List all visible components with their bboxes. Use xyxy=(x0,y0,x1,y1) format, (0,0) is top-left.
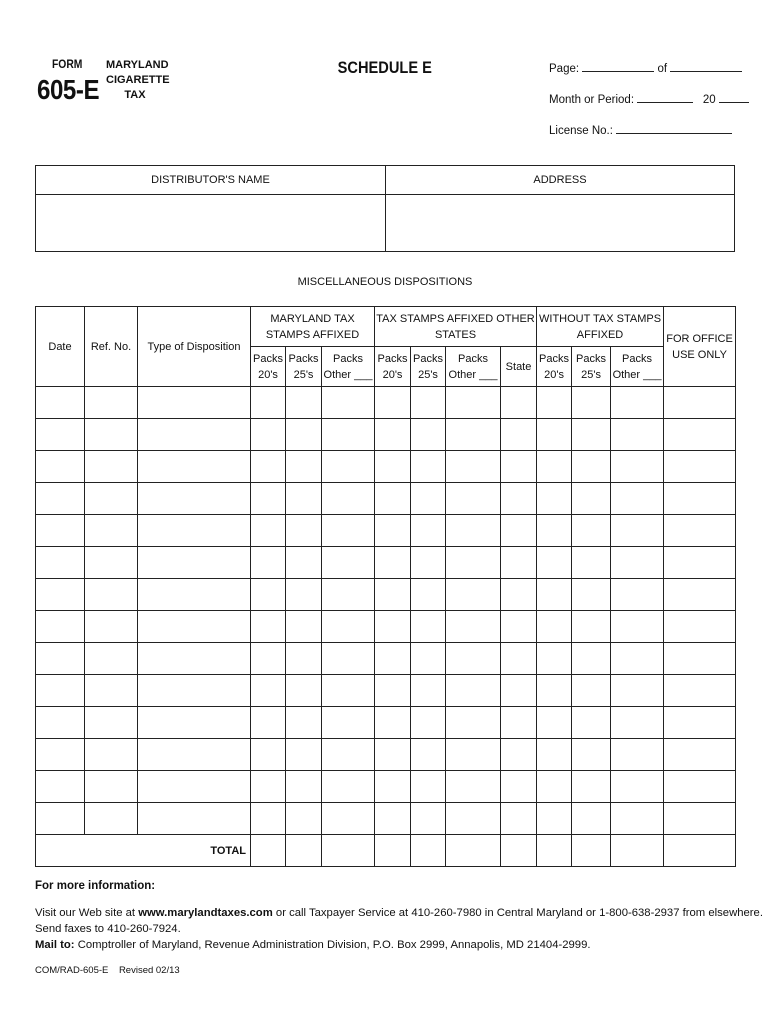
md-packs-other-cell[interactable] xyxy=(322,451,375,483)
os-packs-25-cell[interactable] xyxy=(411,515,446,547)
md-packs-20-cell[interactable] xyxy=(251,771,286,803)
form-label: FORM xyxy=(52,57,83,71)
ws-packs-other-cell[interactable] xyxy=(611,803,664,835)
state-cell[interactable] xyxy=(501,675,537,707)
state-title-line: MARYLAND xyxy=(106,59,169,71)
os-packs-other-cell[interactable] xyxy=(446,483,501,515)
month-label: Month or Period: xyxy=(549,94,635,106)
md-packs-20-cell[interactable] xyxy=(251,643,286,675)
table-row xyxy=(36,515,736,547)
os-packs-other-cell[interactable] xyxy=(446,739,501,771)
md-packs-20-cell[interactable] xyxy=(251,451,286,483)
ws-packs-20-cell[interactable] xyxy=(537,675,572,707)
table-row xyxy=(36,579,736,611)
date-cell[interactable] xyxy=(36,515,85,547)
page-number-input[interactable] xyxy=(582,60,654,72)
md-packs-25-cell[interactable] xyxy=(286,803,322,835)
os-packs-other-cell[interactable] xyxy=(446,803,501,835)
distributor-table xyxy=(35,165,735,252)
os-packs-25-cell[interactable] xyxy=(411,675,446,707)
date-cell[interactable] xyxy=(36,611,85,643)
md-packs-25-cell[interactable] xyxy=(286,643,322,675)
os-packs-other-cell[interactable] xyxy=(446,547,501,579)
ws-packs-20-cell[interactable] xyxy=(537,387,572,419)
type-cell[interactable] xyxy=(138,387,251,419)
table-row xyxy=(36,547,736,579)
ws-packs-25-cell[interactable] xyxy=(572,483,611,515)
os-packs-25-cell[interactable] xyxy=(411,803,446,835)
mail-address: Comptroller of Maryland, Revenue Administration Division, P.O. Box 2999, Annapolis, MD 21404-2999. xyxy=(77,939,591,951)
os-packs-25-cell[interactable] xyxy=(411,771,446,803)
date-cell[interactable] xyxy=(36,739,85,771)
os-packs-20-cell[interactable] xyxy=(375,707,411,739)
date-cell[interactable] xyxy=(36,707,85,739)
date-cell[interactable] xyxy=(36,803,85,835)
date-cell[interactable] xyxy=(36,675,85,707)
total-cell[interactable] xyxy=(446,835,501,867)
ws-packs-20-cell[interactable] xyxy=(537,739,572,771)
total-row xyxy=(36,835,736,867)
type-cell[interactable] xyxy=(138,803,251,835)
md-packs-25-cell[interactable] xyxy=(286,483,322,515)
os-packs-other-cell[interactable] xyxy=(446,451,501,483)
section-title: MISCELLANEOUS DISPOSITIONS xyxy=(297,276,473,288)
total-cell[interactable] xyxy=(501,835,537,867)
table-row xyxy=(36,803,736,835)
ref-no-cell[interactable] xyxy=(85,803,138,835)
ws-packs-20-cell[interactable] xyxy=(537,803,572,835)
os-packs-20-cell[interactable] xyxy=(375,803,411,835)
md-packs-25-cell[interactable] xyxy=(286,419,322,451)
os-packs-20-cell[interactable] xyxy=(375,579,411,611)
type-header: Type of Disposition xyxy=(138,307,251,387)
ws-packs-20-cell[interactable] xyxy=(537,483,572,515)
ws-packs-20-cell[interactable] xyxy=(537,771,572,803)
os-packs-25-cell[interactable] xyxy=(411,483,446,515)
os-packs-20-cell[interactable] xyxy=(375,611,411,643)
ref-no-header: Ref. No. xyxy=(85,307,138,387)
md-packs-25-cell[interactable] xyxy=(286,739,322,771)
license-input[interactable] xyxy=(616,122,732,134)
ws-packs-20-cell[interactable] xyxy=(537,579,572,611)
ws-packs-other-cell[interactable] xyxy=(611,675,664,707)
os-packs-25-cell[interactable] xyxy=(411,419,446,451)
os-packs-25-cell[interactable] xyxy=(411,451,446,483)
distributor-name-header: DISTRIBUTOR'S NAME xyxy=(36,166,386,195)
type-cell[interactable] xyxy=(138,547,251,579)
os-packs-20-cell[interactable] xyxy=(375,739,411,771)
office-use-header: FOR OFFICE USE ONLY xyxy=(664,307,736,387)
info-text xyxy=(35,905,765,953)
os-packs-other-cell[interactable] xyxy=(446,419,501,451)
packs-20-header: Packs 20's xyxy=(375,347,411,387)
ws-packs-other-cell[interactable] xyxy=(611,739,664,771)
ws-packs-25-cell[interactable] xyxy=(572,419,611,451)
os-packs-20-cell[interactable] xyxy=(375,451,411,483)
os-packs-25-cell[interactable] xyxy=(411,739,446,771)
os-packs-other-cell[interactable] xyxy=(446,387,501,419)
md-packs-20-cell[interactable] xyxy=(251,739,286,771)
state-cell[interactable] xyxy=(501,771,537,803)
os-packs-20-cell[interactable] xyxy=(375,771,411,803)
ws-packs-other-cell[interactable] xyxy=(611,419,664,451)
info-line1-suffix: or call Taxpayer Service at 410-260-7980 in Central Maryland or 1-800-638-2937 from elsewhere. Send faxes to 410-260-7924. xyxy=(35,907,763,935)
md-packs-20-cell[interactable] xyxy=(251,515,286,547)
md-packs-25-cell[interactable] xyxy=(286,611,322,643)
ws-packs-20-cell[interactable] xyxy=(537,419,572,451)
info-heading: For more information: xyxy=(35,880,156,892)
office-total-cell xyxy=(664,835,736,867)
type-cell[interactable] xyxy=(138,419,251,451)
md-packs-other-cell[interactable] xyxy=(322,483,375,515)
md-packs-25-cell[interactable] xyxy=(286,515,322,547)
ws-packs-20-cell[interactable] xyxy=(537,515,572,547)
os-packs-20-cell[interactable] xyxy=(375,419,411,451)
office-use-cell xyxy=(664,579,736,611)
os-packs-20-cell[interactable] xyxy=(375,675,411,707)
ws-packs-other-cell[interactable] xyxy=(611,707,664,739)
type-cell[interactable] xyxy=(138,643,251,675)
md-packs-20-cell[interactable] xyxy=(251,387,286,419)
state-cell[interactable] xyxy=(501,803,537,835)
date-cell[interactable] xyxy=(36,451,85,483)
table-row xyxy=(36,643,736,675)
ws-packs-other-cell[interactable] xyxy=(611,611,664,643)
ws-packs-25-cell[interactable] xyxy=(572,515,611,547)
ws-packs-other-cell[interactable] xyxy=(611,483,664,515)
packs-other-header: Packs Other ___ xyxy=(446,347,501,387)
ws-packs-other-cell[interactable] xyxy=(611,547,664,579)
os-packs-25-cell[interactable] xyxy=(411,707,446,739)
info-line1-prefix: Visit our Web site at xyxy=(35,907,136,919)
state-cell[interactable] xyxy=(501,387,537,419)
ws-packs-25-cell[interactable] xyxy=(572,643,611,675)
mail-label: Mail to: xyxy=(35,939,75,951)
state-cell[interactable] xyxy=(501,707,537,739)
office-use-cell xyxy=(664,643,736,675)
os-packs-other-cell[interactable] xyxy=(446,707,501,739)
ws-packs-25-cell[interactable] xyxy=(572,771,611,803)
md-packs-25-cell[interactable] xyxy=(286,451,322,483)
office-use-cell xyxy=(664,387,736,419)
office-use-cell xyxy=(664,547,736,579)
md-packs-25-cell[interactable] xyxy=(286,707,322,739)
state-cell[interactable] xyxy=(501,419,537,451)
date-cell[interactable] xyxy=(36,419,85,451)
total-cell[interactable] xyxy=(286,835,322,867)
office-use-cell xyxy=(664,803,736,835)
md-packs-other-cell[interactable] xyxy=(322,611,375,643)
md-packs-other-cell[interactable] xyxy=(322,675,375,707)
ref-no-cell[interactable] xyxy=(85,515,138,547)
table-row xyxy=(36,387,736,419)
type-cell[interactable] xyxy=(138,515,251,547)
type-cell[interactable] xyxy=(138,451,251,483)
ref-no-cell[interactable] xyxy=(85,387,138,419)
state-cell[interactable] xyxy=(501,611,537,643)
distributor-name-input[interactable] xyxy=(36,195,386,252)
os-packs-other-cell[interactable] xyxy=(446,579,501,611)
md-packs-other-cell[interactable] xyxy=(322,515,375,547)
table-row xyxy=(36,707,736,739)
ws-packs-other-cell[interactable] xyxy=(611,771,664,803)
os-packs-other-cell[interactable] xyxy=(446,515,501,547)
ws-packs-25-cell[interactable] xyxy=(572,739,611,771)
type-cell[interactable] xyxy=(138,611,251,643)
packs-25-header: Packs 25's xyxy=(286,347,322,387)
form-footer xyxy=(35,965,180,976)
total-cell[interactable] xyxy=(375,835,411,867)
table-row xyxy=(36,483,736,515)
table-row xyxy=(36,419,736,451)
office-use-cell xyxy=(664,611,736,643)
type-cell[interactable] xyxy=(138,739,251,771)
year-input[interactable] xyxy=(719,91,749,103)
md-packs-25-cell[interactable] xyxy=(286,675,322,707)
office-use-cell xyxy=(664,739,736,771)
ws-packs-20-cell[interactable] xyxy=(537,611,572,643)
ws-packs-20-cell[interactable] xyxy=(537,451,572,483)
ref-no-cell[interactable] xyxy=(85,643,138,675)
ref-no-cell[interactable] xyxy=(85,771,138,803)
date-cell[interactable] xyxy=(36,579,85,611)
other-states-header: TAX STAMPS AFFIXED OTHER STATES xyxy=(375,307,537,347)
date-cell[interactable] xyxy=(36,483,85,515)
ws-packs-25-cell[interactable] xyxy=(572,387,611,419)
state-cell[interactable] xyxy=(501,579,537,611)
packs-25-header: Packs 25's xyxy=(411,347,446,387)
state-cell[interactable] xyxy=(501,483,537,515)
os-packs-other-cell[interactable] xyxy=(446,611,501,643)
ref-no-cell[interactable] xyxy=(85,419,138,451)
md-packs-20-cell[interactable] xyxy=(251,675,286,707)
md-packs-25-cell[interactable] xyxy=(286,579,322,611)
os-packs-25-cell[interactable] xyxy=(411,579,446,611)
state-cell[interactable] xyxy=(501,547,537,579)
table-row xyxy=(36,611,736,643)
md-packs-other-cell[interactable] xyxy=(322,739,375,771)
md-packs-other-cell[interactable] xyxy=(322,419,375,451)
md-packs-20-cell[interactable] xyxy=(251,803,286,835)
md-packs-other-cell[interactable] xyxy=(322,643,375,675)
type-cell[interactable] xyxy=(138,707,251,739)
form-number: 605-E xyxy=(37,74,100,105)
os-packs-other-cell[interactable] xyxy=(446,771,501,803)
ws-packs-other-cell[interactable] xyxy=(611,643,664,675)
type-cell[interactable] xyxy=(138,771,251,803)
ws-packs-20-cell[interactable] xyxy=(537,547,572,579)
office-use-cell xyxy=(664,483,736,515)
md-packs-other-cell[interactable] xyxy=(322,387,375,419)
date-cell[interactable] xyxy=(36,643,85,675)
os-packs-25-cell[interactable] xyxy=(411,387,446,419)
state-cell[interactable] xyxy=(501,643,537,675)
total-cell[interactable] xyxy=(572,835,611,867)
md-packs-other-cell[interactable] xyxy=(322,771,375,803)
ref-no-cell[interactable] xyxy=(85,739,138,771)
md-packs-other-cell[interactable] xyxy=(322,707,375,739)
address-header: ADDRESS xyxy=(386,166,735,195)
ws-packs-20-cell[interactable] xyxy=(537,643,572,675)
page-total-input[interactable] xyxy=(670,60,742,72)
total-cell[interactable] xyxy=(411,835,446,867)
form-code: COM/RAD-605-E xyxy=(35,965,109,976)
ws-packs-other-cell[interactable] xyxy=(611,579,664,611)
date-header: Date xyxy=(36,307,85,387)
os-packs-25-cell[interactable] xyxy=(411,547,446,579)
office-use-cell xyxy=(664,771,736,803)
month-field xyxy=(549,91,749,106)
ref-no-cell[interactable] xyxy=(85,675,138,707)
date-cell[interactable] xyxy=(36,771,85,803)
os-packs-20-cell[interactable] xyxy=(375,483,411,515)
table-row xyxy=(36,451,736,483)
ws-packs-25-cell[interactable] xyxy=(572,803,611,835)
page-field xyxy=(549,60,742,75)
md-packs-25-cell[interactable] xyxy=(286,387,322,419)
of-label: of xyxy=(657,63,668,75)
office-use-cell xyxy=(664,707,736,739)
ws-packs-25-cell[interactable] xyxy=(572,451,611,483)
ws-packs-25-cell[interactable] xyxy=(572,579,611,611)
date-cell[interactable] xyxy=(36,547,85,579)
md-packs-20-cell[interactable] xyxy=(251,483,286,515)
state-cell[interactable] xyxy=(501,451,537,483)
md-packs-20-cell[interactable] xyxy=(251,707,286,739)
state-title-line: TAX xyxy=(124,89,146,101)
md-packs-25-cell[interactable] xyxy=(286,771,322,803)
ws-packs-other-cell[interactable] xyxy=(611,451,664,483)
date-cell[interactable] xyxy=(36,387,85,419)
without-stamps-header: WITHOUT TAX STAMPS AFFIXED xyxy=(537,307,664,347)
packs-other-header: Packs Other ___ xyxy=(611,347,664,387)
packs-20-header: Packs 20's xyxy=(537,347,572,387)
office-use-cell xyxy=(664,675,736,707)
total-cell[interactable] xyxy=(611,835,664,867)
ref-no-cell[interactable] xyxy=(85,579,138,611)
packs-25-header: Packs 25's xyxy=(572,347,611,387)
form-state-title xyxy=(106,58,170,103)
md-packs-other-cell[interactable] xyxy=(322,803,375,835)
website-link[interactable]: www.marylandtaxes.com xyxy=(138,907,273,919)
os-packs-20-cell[interactable] xyxy=(375,547,411,579)
state-cell[interactable] xyxy=(501,515,537,547)
year-label: 20 xyxy=(702,94,716,106)
ref-no-cell[interactable] xyxy=(85,483,138,515)
md-packs-other-cell[interactable] xyxy=(322,547,375,579)
office-use-cell xyxy=(664,419,736,451)
os-packs-other-cell[interactable] xyxy=(446,675,501,707)
packs-20-header: Packs 20's xyxy=(251,347,286,387)
md-packs-25-cell[interactable] xyxy=(286,547,322,579)
revised-date: Revised 02/13 xyxy=(118,965,180,976)
total-cell[interactable] xyxy=(322,835,375,867)
table-row xyxy=(36,675,736,707)
os-packs-20-cell[interactable] xyxy=(375,515,411,547)
state-title-line: CIGARETTE xyxy=(106,74,170,86)
os-packs-25-cell[interactable] xyxy=(411,611,446,643)
total-label: TOTAL xyxy=(36,835,251,867)
ws-packs-25-cell[interactable] xyxy=(572,547,611,579)
ws-packs-20-cell[interactable] xyxy=(537,707,572,739)
ws-packs-other-cell[interactable] xyxy=(611,515,664,547)
table-row xyxy=(36,771,736,803)
ws-packs-25-cell[interactable] xyxy=(572,675,611,707)
office-use-cell xyxy=(664,515,736,547)
os-packs-other-cell[interactable] xyxy=(446,643,501,675)
ref-no-cell[interactable] xyxy=(85,707,138,739)
ref-no-cell[interactable] xyxy=(85,611,138,643)
table-row xyxy=(36,739,736,771)
type-cell[interactable] xyxy=(138,675,251,707)
type-cell[interactable] xyxy=(138,579,251,611)
type-cell[interactable] xyxy=(138,483,251,515)
md-packs-20-cell[interactable] xyxy=(251,611,286,643)
ws-packs-other-cell[interactable] xyxy=(611,387,664,419)
md-packs-20-cell[interactable] xyxy=(251,579,286,611)
md-packs-20-cell[interactable] xyxy=(251,547,286,579)
md-packs-other-cell[interactable] xyxy=(322,579,375,611)
license-field xyxy=(549,122,732,137)
total-cell[interactable] xyxy=(251,835,286,867)
state-cell[interactable] xyxy=(501,739,537,771)
packs-other-header: Packs Other ___ xyxy=(322,347,375,387)
address-input[interactable] xyxy=(386,195,735,252)
ws-packs-25-cell[interactable] xyxy=(572,707,611,739)
ref-no-cell[interactable] xyxy=(85,451,138,483)
dispositions-table xyxy=(35,306,736,867)
os-packs-25-cell[interactable] xyxy=(411,643,446,675)
ref-no-cell[interactable] xyxy=(85,547,138,579)
os-packs-20-cell[interactable] xyxy=(375,387,411,419)
ws-packs-25-cell[interactable] xyxy=(572,611,611,643)
schedule-title: SCHEDULE E xyxy=(337,58,433,77)
office-use-cell xyxy=(664,451,736,483)
md-packs-20-cell[interactable] xyxy=(251,419,286,451)
os-packs-20-cell[interactable] xyxy=(375,643,411,675)
page-label: Page: xyxy=(549,63,580,75)
md-stamps-header: MARYLAND TAX STAMPS AFFIXED xyxy=(251,307,375,347)
total-cell[interactable] xyxy=(537,835,572,867)
license-label: License No.: xyxy=(549,125,613,137)
month-input[interactable] xyxy=(637,91,693,103)
state-header: State xyxy=(501,347,537,387)
